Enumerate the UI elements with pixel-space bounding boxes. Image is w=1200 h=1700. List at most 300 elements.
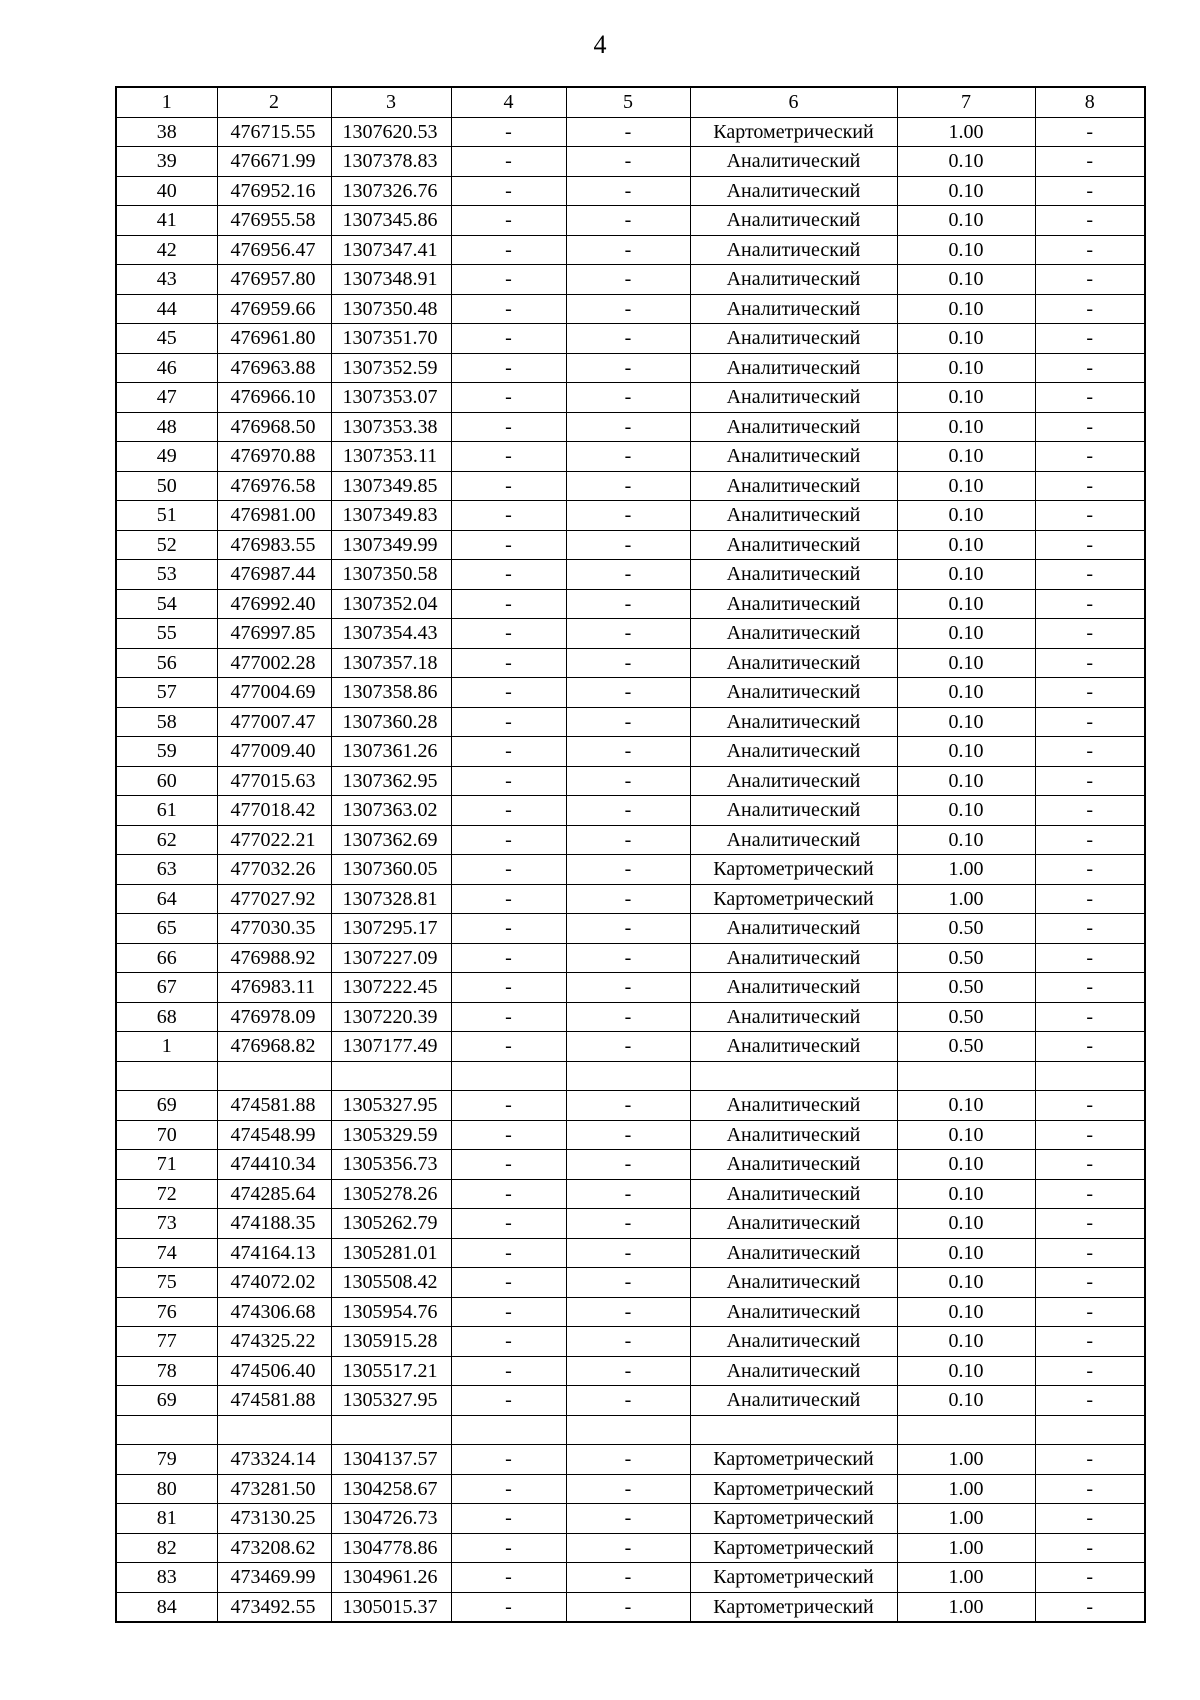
table-row [116,1327,1145,1357]
cell-method: Картометрический [690,1504,897,1534]
cell-coordinate-x: 474072.02 [217,1268,331,1298]
cell-coordinate-y: 1305329.59 [331,1120,451,1150]
cell-point-number: 42 [116,235,217,265]
table-row [116,1238,1145,1268]
cell-point-number: 46 [116,353,217,383]
cell-accuracy: 0.10 [897,707,1035,737]
cell-accuracy: 1.00 [897,1533,1035,1563]
cell-point-number: 71 [116,1150,217,1180]
cell-col-4: - [451,678,566,708]
cell-col-4: - [451,442,566,472]
cell-col-8: - [1035,678,1145,708]
cell-method: Аналитический [690,1238,897,1268]
table-row [116,442,1145,472]
cell-point-number: 61 [116,796,217,826]
cell-method: Аналитический [690,1150,897,1180]
cell-coordinate-x: 477004.69 [217,678,331,708]
cell-col-5: - [566,176,690,206]
cell-col-8: - [1035,442,1145,472]
cell-col-5: - [566,855,690,885]
cell-method: Аналитический [690,1179,897,1209]
table-row [116,884,1145,914]
cell-col-8: - [1035,648,1145,678]
cell-point-number: 75 [116,1268,217,1298]
cell-col-4: - [451,176,566,206]
cell-col-4: - [451,737,566,767]
table-row [116,678,1145,708]
cell-col-5: - [566,825,690,855]
cell-coordinate-x: 477027.92 [217,884,331,914]
cell-coordinate-x: 476976.58 [217,471,331,501]
table-row [116,1061,1145,1091]
cell-col-4: - [451,1209,566,1239]
cell-point-number: 78 [116,1356,217,1386]
cell-accuracy: 0.10 [897,176,1035,206]
cell-coordinate-x: 474164.13 [217,1238,331,1268]
cell-coordinate-y: 1307360.05 [331,855,451,885]
cell-method: Аналитический [690,943,897,973]
cell-accuracy: 1.00 [897,117,1035,147]
cell-col-4: - [451,383,566,413]
cell-col-8: - [1035,117,1145,147]
cell-coordinate-y: 1307177.49 [331,1032,451,1062]
cell-col-5: - [566,1356,690,1386]
cell-accuracy: 0.10 [897,471,1035,501]
cell-col-5 [566,1415,690,1445]
cell-method: Аналитический [690,619,897,649]
table-row [116,353,1145,383]
cell-col-4: - [451,1474,566,1504]
cell-coordinate-x: 473324.14 [217,1445,331,1475]
cell-accuracy: 0.10 [897,442,1035,472]
cell-col-4: - [451,648,566,678]
cell-coordinate-x: 477015.63 [217,766,331,796]
cell-col-5: - [566,383,690,413]
cell-method: Аналитический [690,1209,897,1239]
cell-point-number: 60 [116,766,217,796]
cell-coordinate-y: 1307362.69 [331,825,451,855]
cell-accuracy: 1.00 [897,1563,1035,1593]
cell-col-5: - [566,1297,690,1327]
cell-coordinate-x: 476957.80 [217,265,331,295]
table-row [116,1356,1145,1386]
cell-col-8: - [1035,1327,1145,1357]
cell-accuracy: 0.10 [897,619,1035,649]
cell-col-8: - [1035,501,1145,531]
cell-point-number: 76 [116,1297,217,1327]
cell-method: Аналитический [690,471,897,501]
cell-method: Картометрический [690,884,897,914]
cell-col-8: - [1035,1268,1145,1298]
cell-accuracy: 0.50 [897,1032,1035,1062]
cell-point-number: 63 [116,855,217,885]
cell-point-number: 48 [116,412,217,442]
table-header-row [116,87,1145,117]
cell-col-5: - [566,117,690,147]
table-row [116,707,1145,737]
cell-coordinate-y: 1307350.48 [331,294,451,324]
table-row [116,1386,1145,1416]
cell-col-8: - [1035,1032,1145,1062]
cell-col-5: - [566,678,690,708]
cell-method: Аналитический [690,530,897,560]
table-row [116,1268,1145,1298]
cell-method: Аналитический [690,1268,897,1298]
cell-col-4: - [451,294,566,324]
cell-coordinate-y: 1307360.28 [331,707,451,737]
cell-col-5: - [566,1563,690,1593]
cell-accuracy: 0.10 [897,265,1035,295]
table-row [116,1297,1145,1327]
cell-method: Картометрический [690,117,897,147]
cell-col-4: - [451,855,566,885]
header-cell-col-1: 1 [116,87,217,117]
cell-coordinate-y: 1304726.73 [331,1504,451,1534]
cell-coordinate-y: 1307222.45 [331,973,451,1003]
cell-method: Аналитический [690,1327,897,1357]
header-cell-col-4: 4 [451,87,566,117]
cell-point-number: 43 [116,265,217,295]
cell-coordinate-x: 476715.55 [217,117,331,147]
cell-col-4: - [451,206,566,236]
cell-method: Аналитический [690,589,897,619]
cell-coordinate-y [331,1415,451,1445]
cell-col-5: - [566,560,690,590]
table-row [116,1179,1145,1209]
cell-point-number: 69 [116,1091,217,1121]
cell-coordinate-y: 1307349.83 [331,501,451,531]
cell-coordinate-x: 473469.99 [217,1563,331,1593]
cell-coordinate-x: 477030.35 [217,914,331,944]
cell-col-4: - [451,1120,566,1150]
cell-coordinate-y: 1307328.81 [331,884,451,914]
cell-coordinate-y: 1307358.86 [331,678,451,708]
cell-col-8: - [1035,147,1145,177]
cell-method: Картометрический [690,1592,897,1622]
table-row [116,471,1145,501]
cell-col-8: - [1035,1356,1145,1386]
cell-col-5: - [566,1592,690,1622]
cell-col-8: - [1035,855,1145,885]
cell-point-number: 77 [116,1327,217,1357]
cell-point-number: 44 [116,294,217,324]
cell-col-5: - [566,1091,690,1121]
cell-accuracy: 0.10 [897,1209,1035,1239]
cell-accuracy: 0.50 [897,943,1035,973]
table-row [116,176,1145,206]
cell-col-4: - [451,1091,566,1121]
cell-point-number: 81 [116,1504,217,1534]
cell-method: Аналитический [690,914,897,944]
cell-col-5: - [566,471,690,501]
cell-col-8: - [1035,235,1145,265]
cell-coordinate-y: 1307357.18 [331,648,451,678]
cell-col-4: - [451,1268,566,1298]
table-body [116,87,1145,1622]
cell-coordinate-x: 474325.22 [217,1327,331,1357]
cell-col-4: - [451,1002,566,1032]
cell-coordinate-x [217,1415,331,1445]
cell-accuracy [897,1061,1035,1091]
table-row [116,648,1145,678]
cell-coordinate-x: 476956.47 [217,235,331,265]
cell-col-8: - [1035,589,1145,619]
cell-col-8: - [1035,1445,1145,1475]
table-row [116,1445,1145,1475]
cell-col-5: - [566,530,690,560]
table-row [116,766,1145,796]
cell-col-8: - [1035,1563,1145,1593]
cell-col-8: - [1035,1386,1145,1416]
cell-point-number: 54 [116,589,217,619]
cell-col-8: - [1035,176,1145,206]
table-row [116,619,1145,649]
cell-accuracy: 1.00 [897,884,1035,914]
cell-accuracy [897,1415,1035,1445]
cell-coordinate-y: 1305356.73 [331,1150,451,1180]
cell-col-4: - [451,973,566,1003]
cell-method: Картометрический [690,1474,897,1504]
cell-col-5: - [566,235,690,265]
cell-method: Картометрический [690,1533,897,1563]
table-row [116,973,1145,1003]
cell-col-5: - [566,501,690,531]
cell-col-4: - [451,766,566,796]
cell-coordinate-y: 1307295.17 [331,914,451,944]
cell-col-4: - [451,1150,566,1180]
cell-method: Картометрический [690,1445,897,1475]
table-row [116,294,1145,324]
cell-col-8: - [1035,943,1145,973]
cell-coordinate-y: 1307352.59 [331,353,451,383]
cell-col-5: - [566,412,690,442]
cell-method: Аналитический [690,442,897,472]
cell-method: Аналитический [690,294,897,324]
cell-point-number: 69 [116,1386,217,1416]
table-row [116,1150,1145,1180]
cell-coordinate-x: 474506.40 [217,1356,331,1386]
cell-col-4: - [451,117,566,147]
cell-col-4: - [451,412,566,442]
cell-col-8: - [1035,1238,1145,1268]
cell-accuracy: 1.00 [897,1504,1035,1534]
cell-coordinate-x: 476992.40 [217,589,331,619]
cell-coordinate-y: 1307350.58 [331,560,451,590]
cell-accuracy: 0.10 [897,766,1035,796]
cell-method: Аналитический [690,324,897,354]
cell-coordinate-x: 473130.25 [217,1504,331,1534]
cell-coordinate-x: 473492.55 [217,1592,331,1622]
cell-point-number: 40 [116,176,217,206]
cell-coordinate-y: 1307227.09 [331,943,451,973]
cell-col-5: - [566,442,690,472]
cell-coordinate-y: 1307353.07 [331,383,451,413]
cell-col-4: - [451,1297,566,1327]
cell-col-5: - [566,1179,690,1209]
cell-coordinate-y: 1307347.41 [331,235,451,265]
cell-accuracy: 0.10 [897,412,1035,442]
cell-col-4: - [451,1032,566,1062]
cell-col-4 [451,1061,566,1091]
cell-coordinate-x: 474410.34 [217,1150,331,1180]
cell-coordinate-y: 1305281.01 [331,1238,451,1268]
cell-coordinate-y: 1304778.86 [331,1533,451,1563]
table-row [116,796,1145,826]
cell-point-number: 57 [116,678,217,708]
cell-col-4: - [451,1592,566,1622]
cell-coordinate-x: 476968.82 [217,1032,331,1062]
cell-coordinate-y [331,1061,451,1091]
cell-col-4: - [451,943,566,973]
cell-coordinate-y: 1307349.99 [331,530,451,560]
cell-point-number: 52 [116,530,217,560]
cell-method: Аналитический [690,825,897,855]
cell-accuracy: 0.10 [897,737,1035,767]
cell-col-8: - [1035,471,1145,501]
cell-coordinate-y: 1305262.79 [331,1209,451,1239]
cell-col-4: - [451,1179,566,1209]
cell-coordinate-x: 477018.42 [217,796,331,826]
cell-col-5: - [566,589,690,619]
cell-coordinate-x: 474581.88 [217,1386,331,1416]
cell-method: Аналитический [690,1091,897,1121]
cell-method: Картометрический [690,855,897,885]
cell-coordinate-y: 1305327.95 [331,1091,451,1121]
table-row [116,1415,1145,1445]
cell-col-8 [1035,1415,1145,1445]
cell-coordinate-y: 1305327.95 [331,1386,451,1416]
header-cell-col-2: 2 [217,87,331,117]
table-row [116,1209,1145,1239]
cell-col-5: - [566,265,690,295]
cell-method: Аналитический [690,678,897,708]
cell-coordinate-x: 476671.99 [217,147,331,177]
cell-coordinate-x [217,1061,331,1091]
cell-accuracy: 0.10 [897,206,1035,236]
table-row [116,943,1145,973]
table-row [116,825,1145,855]
cell-coordinate-y: 1305278.26 [331,1179,451,1209]
cell-method: Аналитический [690,206,897,236]
cell-coordinate-x: 476987.44 [217,560,331,590]
cell-col-5: - [566,619,690,649]
cell-method: Аналитический [690,383,897,413]
cell-coordinate-y: 1307353.11 [331,442,451,472]
table-row [116,1002,1145,1032]
cell-col-8: - [1035,825,1145,855]
cell-coordinate-x: 476961.80 [217,324,331,354]
cell-point-number: 50 [116,471,217,501]
cell-point-number: 70 [116,1120,217,1150]
cell-col-4: - [451,884,566,914]
cell-col-4: - [451,147,566,177]
cell-accuracy: 0.10 [897,1150,1035,1180]
cell-col-4: - [451,265,566,295]
table-row [116,737,1145,767]
cell-method: Аналитический [690,176,897,206]
table-row [116,560,1145,590]
cell-point-number: 45 [116,324,217,354]
cell-accuracy: 0.10 [897,1238,1035,1268]
cell-coordinate-y: 1307220.39 [331,1002,451,1032]
table-row [116,324,1145,354]
table-row [116,1032,1145,1062]
cell-accuracy: 0.10 [897,294,1035,324]
cell-method: Аналитический [690,1120,897,1150]
cell-col-8: - [1035,206,1145,236]
cell-col-5: - [566,1504,690,1534]
cell-coordinate-x: 476981.00 [217,501,331,531]
table-row [116,206,1145,236]
cell-method [690,1415,897,1445]
table-row [116,265,1145,295]
cell-coordinate-y: 1304258.67 [331,1474,451,1504]
cell-point-number: 74 [116,1238,217,1268]
cell-col-8: - [1035,796,1145,826]
cell-coordinate-y: 1307363.02 [331,796,451,826]
cell-accuracy: 0.10 [897,353,1035,383]
cell-accuracy: 0.10 [897,648,1035,678]
cell-coordinate-x: 476997.85 [217,619,331,649]
cell-method: Аналитический [690,1002,897,1032]
cell-col-4: - [451,825,566,855]
header-cell-col-5: 5 [566,87,690,117]
cell-col-4: - [451,1445,566,1475]
cell-col-4: - [451,796,566,826]
cell-point-number: 47 [116,383,217,413]
cell-col-5: - [566,707,690,737]
cell-coordinate-y: 1307326.76 [331,176,451,206]
table-row [116,530,1145,560]
cell-coordinate-y: 1305915.28 [331,1327,451,1357]
cell-accuracy: 0.10 [897,825,1035,855]
cell-col-4: - [451,1533,566,1563]
cell-col-4: - [451,235,566,265]
cell-accuracy: 0.10 [897,589,1035,619]
cell-point-number: 62 [116,825,217,855]
cell-coordinate-x: 474285.64 [217,1179,331,1209]
cell-accuracy: 0.10 [897,678,1035,708]
cell-col-4: - [451,914,566,944]
cell-method: Аналитический [690,707,897,737]
cell-col-5: - [566,766,690,796]
cell-col-8: - [1035,973,1145,1003]
cell-col-4: - [451,1238,566,1268]
cell-point-number: 38 [116,117,217,147]
cell-accuracy: 0.10 [897,530,1035,560]
cell-col-8 [1035,1061,1145,1091]
cell-coordinate-x: 476952.16 [217,176,331,206]
cell-method: Аналитический [690,796,897,826]
cell-point-number: 72 [116,1179,217,1209]
cell-col-8: - [1035,265,1145,295]
table-row [116,1120,1145,1150]
cell-method: Аналитический [690,235,897,265]
cell-accuracy: 1.00 [897,1445,1035,1475]
cell-point-number: 73 [116,1209,217,1239]
cell-col-5: - [566,1533,690,1563]
cell-col-5: - [566,1445,690,1475]
cell-col-4: - [451,1356,566,1386]
cell-method: Аналитический [690,973,897,1003]
cell-coordinate-x: 476978.09 [217,1002,331,1032]
cell-method: Аналитический [690,1386,897,1416]
cell-method: Аналитический [690,412,897,442]
cell-col-8: - [1035,412,1145,442]
cell-col-4: - [451,353,566,383]
cell-coordinate-y: 1305517.21 [331,1356,451,1386]
cell-col-8: - [1035,1120,1145,1150]
